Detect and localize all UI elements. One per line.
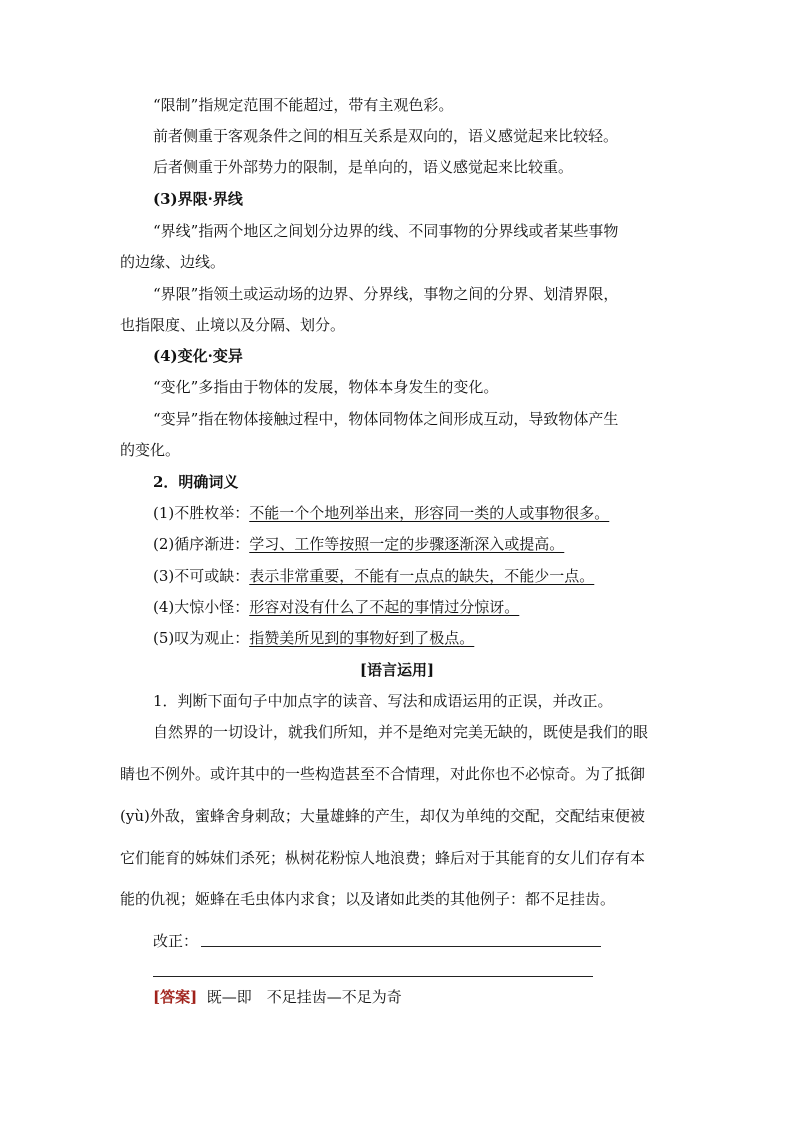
- vocab-term: (4)大惊小怪：: [153, 598, 250, 616]
- answer-line: [153, 987, 402, 1007]
- vocab-item: [153, 503, 609, 523]
- correction-blank-1[interactable]: [201, 946, 601, 947]
- vocab-item: [153, 566, 594, 586]
- bianhua-definition: “变化”多指由于物体的发展，物体本身发生的变化。: [153, 378, 499, 396]
- limit-definition: “限制”指规定范围不能超过，带有主观色彩。: [153, 96, 454, 114]
- vocab-term: (3)不可或缺：: [153, 567, 250, 585]
- jiexian2-definition-line2: 也指限度、止境以及分隔、划分。: [120, 316, 346, 334]
- answer-text: 既—即 不足挂齿—不足为奇: [206, 988, 402, 1006]
- vocab-definition: 形容对没有什么了不起的事情过分惊讶。: [249, 598, 520, 616]
- section-4-heading: (4)变化·变异: [153, 347, 243, 365]
- passage-line: 自然界的一切设计，就我们所知，并不是绝对完美无缺的，既使是我们的眼: [153, 723, 649, 741]
- passage-line: (yù)外敌，蜜蜂舍身刺敌；大量雄蜂的产生，却仅为单纯的交配，交配结束便被: [120, 807, 645, 825]
- language-use-heading: [语言运用]: [359, 661, 435, 679]
- vocab-term: (5)叹为观止：: [153, 629, 250, 647]
- vocab-term: (2)循序渐进：: [153, 535, 250, 553]
- latter-explanation: 后者侧重于外部势力的限制，是单向的，语义感觉起来比较重。: [153, 158, 574, 176]
- passage-line: 睛也不例外。或许其中的一些构造甚至不合情理，对此你也不必惊奇。为了抵御: [120, 765, 646, 783]
- passage-line: 它们能育的姊妹们杀死；枞树花粉惊人地浪费；蜂后对于其能育的女儿们存有本: [120, 849, 646, 867]
- correction-blank-2[interactable]: [153, 976, 593, 977]
- former-explanation: 前者侧重于客观条件之间的相互关系是双向的，语义感觉起来比较轻。: [153, 127, 619, 145]
- vocab-definition: 表示非常重要，不能有一点点的缺失，不能少一点。: [249, 567, 595, 585]
- vocab-definition: 不能一个个地列举出来，形容同一类的人或事物很多。: [249, 504, 610, 522]
- question-1: 1．判断下面句子中加点字的读音、写法和成语运用的正误，并改正。: [153, 692, 613, 710]
- passage-line: 能的仇视；姬蜂在毛虫体内求食；以及诸如此类的其他例子：都不足挂齿。: [120, 890, 616, 908]
- jiexian-definition-line2: 的边缘、边线。: [120, 253, 226, 271]
- vocab-term: (1)不胜枚举：: [153, 504, 250, 522]
- vocab-item: [153, 597, 519, 617]
- section-2-heading: 2．明确词义: [153, 473, 239, 491]
- vocab-definition: 学习、工作等按照一定的步骤逐渐深入或提高。: [249, 535, 565, 553]
- vocab-item: [153, 534, 564, 554]
- jiexian2-definition-line1: “界限”指领土或运动场的边界、分界线，事物之间的分界、划清界限，: [153, 285, 619, 303]
- section-3-heading: (3)界限·界线: [153, 190, 243, 208]
- bianyi-definition-line2: 的变化。: [120, 441, 181, 459]
- vocab-item: [153, 628, 474, 648]
- correction-label: 改正：: [153, 932, 199, 950]
- jiexian-definition-line1: “界线”指两个地区之间划分边界的线、不同事物的分界线或者某些事物: [153, 222, 619, 240]
- vocab-definition: 指赞美所见到的事物好到了极点。: [249, 629, 475, 647]
- answer-tag: [答案]: [153, 988, 198, 1006]
- bianyi-definition-line1: “变异”指在物体接触过程中，物体同物体之间形成互动，导致物体产生: [153, 410, 619, 428]
